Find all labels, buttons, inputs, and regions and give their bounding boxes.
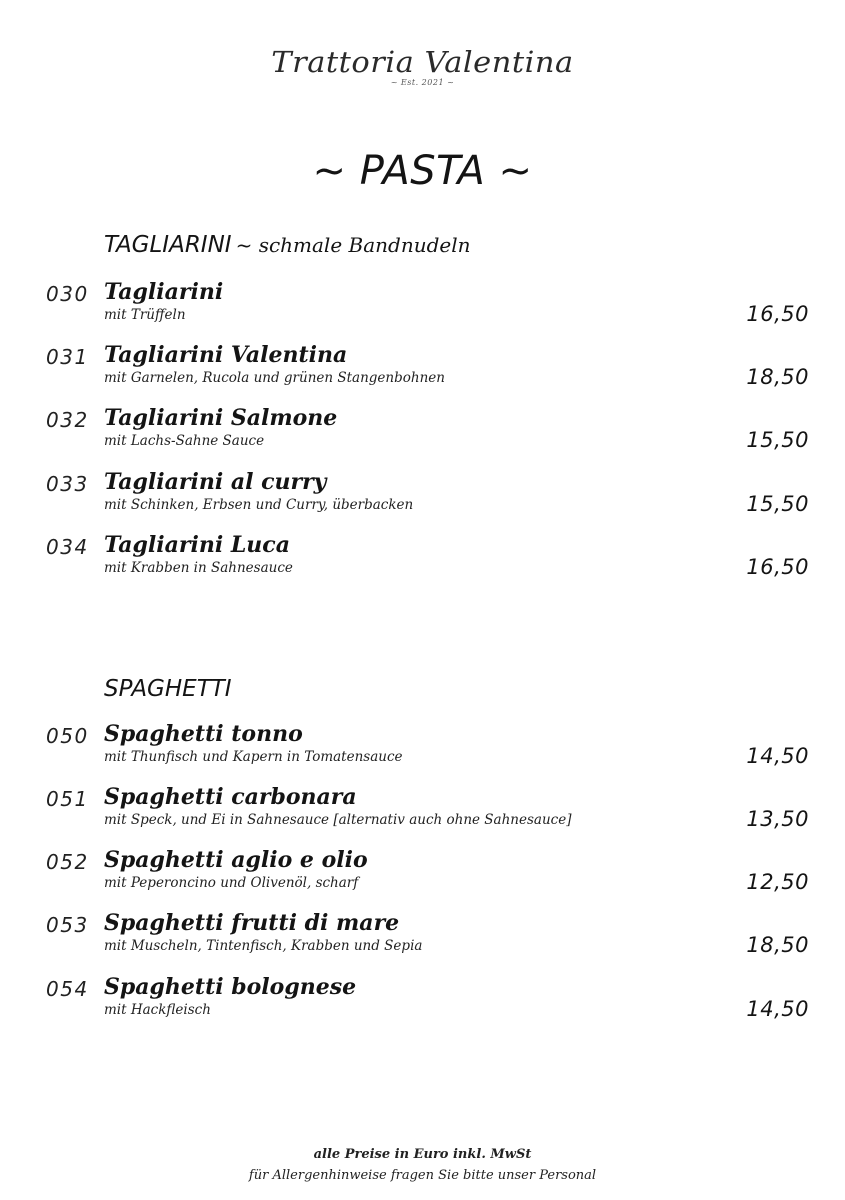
item-number: 053	[46, 913, 89, 937]
item-price: 15,50	[746, 428, 809, 452]
menu-item	[0, 469, 845, 532]
menu-item	[0, 721, 845, 784]
menu-item	[0, 342, 845, 405]
item-name: Tagliarini Valentina	[104, 342, 348, 368]
menu-item	[0, 784, 845, 847]
item-number: 032	[46, 408, 89, 432]
item-number: 050	[46, 724, 89, 748]
footer-notes	[0, 1144, 845, 1186]
item-description: mit Hackfleisch	[104, 1002, 211, 1018]
section-heading-title: SPAGHETTI	[104, 676, 232, 702]
item-price: 18,50	[746, 933, 809, 957]
menu-item	[0, 405, 845, 468]
item-price: 12,50	[746, 870, 809, 894]
allergen-note: für Allergenhinweise fragen Sie bitte unser Personal	[248, 1168, 597, 1183]
item-description: mit Garnelen, Rucola und grünen Stangenbohnen	[104, 370, 445, 386]
menu-item	[0, 279, 845, 342]
section-heading	[104, 676, 232, 702]
item-number: 033	[46, 472, 89, 496]
item-number: 052	[46, 850, 89, 874]
item-price: 16,50	[746, 555, 809, 579]
item-name: Spaghetti bolognese	[104, 974, 357, 1000]
page-title: ~ PASTA ~	[312, 148, 533, 194]
item-name: Tagliarini al curry	[104, 469, 327, 495]
item-name: Tagliarini	[104, 279, 224, 305]
restaurant-logo	[0, 44, 845, 87]
section-heading-title: TAGLIARINI	[104, 232, 232, 258]
item-name: Spaghetti frutti di mare	[104, 910, 400, 936]
section-heading	[104, 232, 471, 258]
item-number: 051	[46, 787, 89, 811]
item-description: mit Thunfisch und Kapern in Tomatensauce	[104, 749, 403, 765]
section-heading-subtitle: ~ schmale Bandnudeln	[235, 233, 471, 257]
item-price: 15,50	[746, 492, 809, 516]
item-number: 034	[46, 535, 89, 559]
item-name: Tagliarini Salmone	[104, 405, 338, 431]
item-price: 13,50	[746, 807, 809, 831]
item-name: Spaghetti carbonara	[104, 784, 357, 810]
item-description: mit Krabben in Sahnesauce	[104, 560, 293, 576]
restaurant-name: Trattoria Valentina	[271, 45, 574, 79]
item-price: 16,50	[746, 302, 809, 326]
item-description: mit Muscheln, Tintenfisch, Krabben und Sepia	[104, 938, 423, 954]
menu-item	[0, 974, 845, 1037]
item-description: mit Peperoncino und Olivenöl, scharf	[104, 875, 359, 891]
item-number: 031	[46, 345, 89, 369]
item-description: mit Trüffeln	[104, 307, 186, 323]
price-note: alle Preise in Euro inkl. MwSt	[313, 1147, 532, 1162]
menu-item	[0, 847, 845, 910]
item-name: Tagliarini Luca	[104, 532, 290, 558]
item-description: mit Speck, und Ei in Sahnesauce [alternativ auch ohne Sahnesauce]	[104, 812, 572, 828]
item-name: Spaghetti aglio e olio	[104, 847, 368, 873]
item-description: mit Lachs-Sahne Sauce	[104, 433, 265, 449]
item-description: mit Schinken, Erbsen und Curry, überbacken	[104, 497, 414, 513]
menu-item	[0, 910, 845, 973]
item-price: 14,50	[746, 997, 809, 1021]
established-year: ~ Est. 2021 ~	[390, 78, 455, 87]
menu-item	[0, 532, 845, 595]
item-number: 054	[46, 977, 89, 1001]
item-number: 030	[46, 282, 89, 306]
item-price: 14,50	[746, 744, 809, 768]
item-name: Spaghetti tonno	[104, 721, 303, 747]
item-price: 18,50	[746, 365, 809, 389]
